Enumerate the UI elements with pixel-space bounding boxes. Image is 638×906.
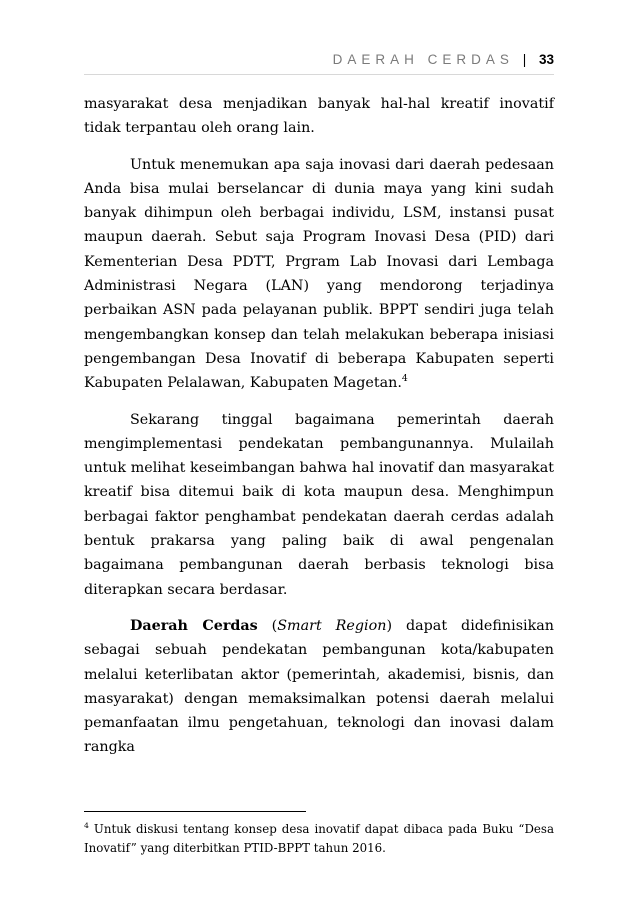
- footnote-marker: 4: [84, 821, 89, 831]
- footnote: [84, 820, 554, 857]
- paragraph-2: [84, 153, 554, 396]
- paragraph-3: Sekarang tinggal bagaimana pemerintah daerah mengimplementasi pendekatan pembangunannya. Mulailah untuk melihat keseimbangan bahwa hal inovatif dan masyarakat kreatif bisa ditemui baik di kota maupun desa. Menghimpun berbagai faktor penghambat pendekatan daerah cerdas adalah bentuk prakarsa yang paling baik di awal pengenalan bagaimana pembangunan daerah berbasis teknologi bisa diterapkan secara berdasar.: [84, 411, 554, 598]
- term-daerah-cerdas: Daerah Cerdas: [130, 617, 258, 634]
- running-title: DAERAH CERDAS: [332, 52, 514, 67]
- paragraph-1: masyarakat desa menjadikan banyak hal-hal kreatif inovatif tidak terpantau oleh orang lain.: [84, 96, 554, 137]
- footnote-divider: [84, 811, 306, 812]
- header-separator: |: [522, 52, 527, 67]
- body-text: [84, 92, 554, 760]
- footnote-reference[interactable]: 4: [401, 373, 408, 385]
- footnote-text: Untuk diskusi tentang konsep desa inovatif dapat dibaca pada Buku “Desa Inovatif” yang diterbitkan PTID-BPPT tahun 2016.: [84, 822, 554, 855]
- page-number: 33: [538, 52, 554, 67]
- paragraph-4: [84, 614, 554, 760]
- paragraph-2-text: Untuk menemukan apa saja inovasi dari daerah pedesaan Anda bisa mulai berselancar di dunia maya yang kini sudah banyak dihimpun oleh berbagai individu, LSM, instansi pusat maupun daerah. Sebut saja Program Inovasi Desa (PID) dari Kementerian Desa PDTT, Prgram Lab Inovasi dari Lembaga Administrasi Negara (LAN) yang mendorong terjadinya perbaikan ASN pada pelayanan publik. BPPT sendiri juga telah mengembangkan konsep dan telah melakukan beberapa inisiasi pengembangan Desa Inovatif di beberapa Kabupaten seperti Kabupaten Pelalawan, Kabupaten Magetan.: [84, 156, 554, 392]
- paragraph-4-rest: ) dapat didefinisikan sebagai sebuah pendekatan pembangunan kota/kabupaten melalui keterlibatan aktor (pemerintah, akademisi, bisnis, dan masyarakat) dengan memaksimalkan potensi daerah melalui pemanfaatan ilmu pengetahuan, teknologi dan inovasi dalam rangka: [84, 617, 555, 756]
- header-divider: [84, 74, 554, 75]
- running-header: [84, 52, 554, 67]
- term-smart-region: Smart Region: [277, 617, 387, 634]
- paragraph-4-open: (: [257, 617, 278, 634]
